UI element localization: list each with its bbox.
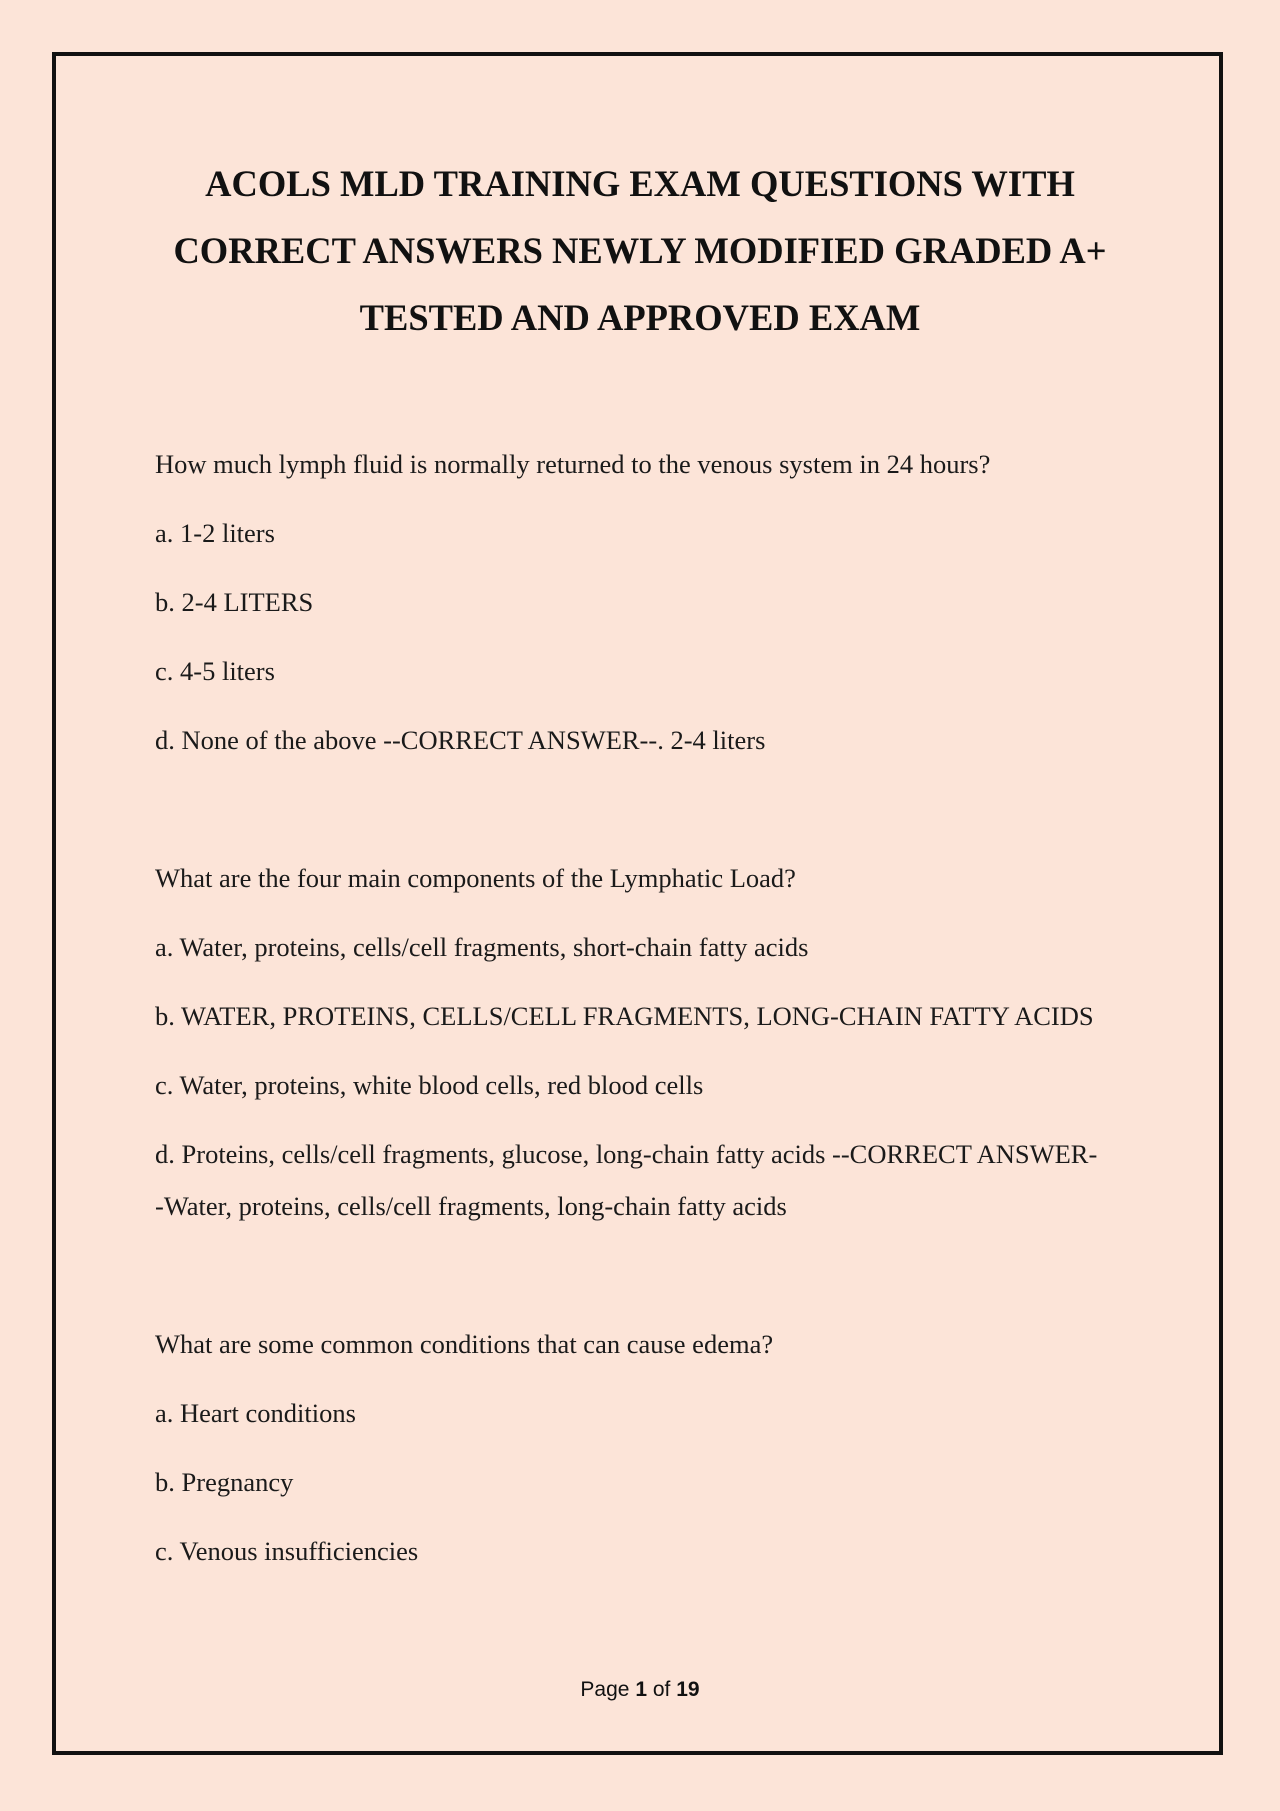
of-label: of bbox=[652, 1678, 671, 1701]
section-spacer bbox=[155, 783, 1105, 852]
question-1-option-d: d. None of the above --CORRECT ANSWER--. 2-4 liters bbox=[155, 725, 766, 755]
document-title: ACOLS MLD TRAINING EXAM QUESTIONS WITH CORRECT ANSWERS NEWLY MODIFIED GRADED A+ TESTED AND APPROVED EXAM bbox=[173, 163, 1107, 338]
page-number-footer bbox=[0, 1678, 1280, 1702]
question-3: What are some common conditions that can cause edema? bbox=[155, 1329, 774, 1359]
question-2-option-c: c. Water, proteins, white blood cells, red blood cells bbox=[155, 1070, 704, 1100]
question-1-option-a: a. 1-2 liters bbox=[155, 518, 275, 548]
question-1-option-b: b. 2-4 LITERS bbox=[155, 587, 314, 617]
document-body bbox=[155, 438, 1105, 1594]
section-spacer bbox=[155, 1249, 1105, 1318]
page-current: 1 bbox=[635, 1678, 647, 1701]
page-total: 19 bbox=[676, 1678, 700, 1701]
question-3-option-c: c. Venous insufficiencies bbox=[155, 1536, 419, 1566]
page-label: Page bbox=[580, 1678, 630, 1701]
question-3-option-b: b. Pregnancy bbox=[155, 1467, 294, 1497]
question-1-option-c: c. 4-5 liters bbox=[155, 656, 275, 686]
question-2-option-b: b. WATER, PROTEINS, CELLS/CELL FRAGMENTS, LONG-CHAIN FATTY ACIDS bbox=[155, 1001, 1094, 1031]
question-3-option-a: a. Heart conditions bbox=[155, 1398, 356, 1428]
question-1: How much lymph fluid is normally returned to the venous system in 24 hours? bbox=[155, 449, 991, 479]
question-2: What are the four main components of the Lymphatic Load? bbox=[155, 863, 796, 893]
question-2-option-a: a. Water, proteins, cells/cell fragments, short-chain fatty acids bbox=[155, 932, 809, 962]
question-2-option-d: d. Proteins, cells/cell fragments, glucose, long-chain fatty acids --CORRECT ANSWER--Water, proteins, cells/cell fragments, long-chain fatty acids bbox=[155, 1139, 1098, 1221]
